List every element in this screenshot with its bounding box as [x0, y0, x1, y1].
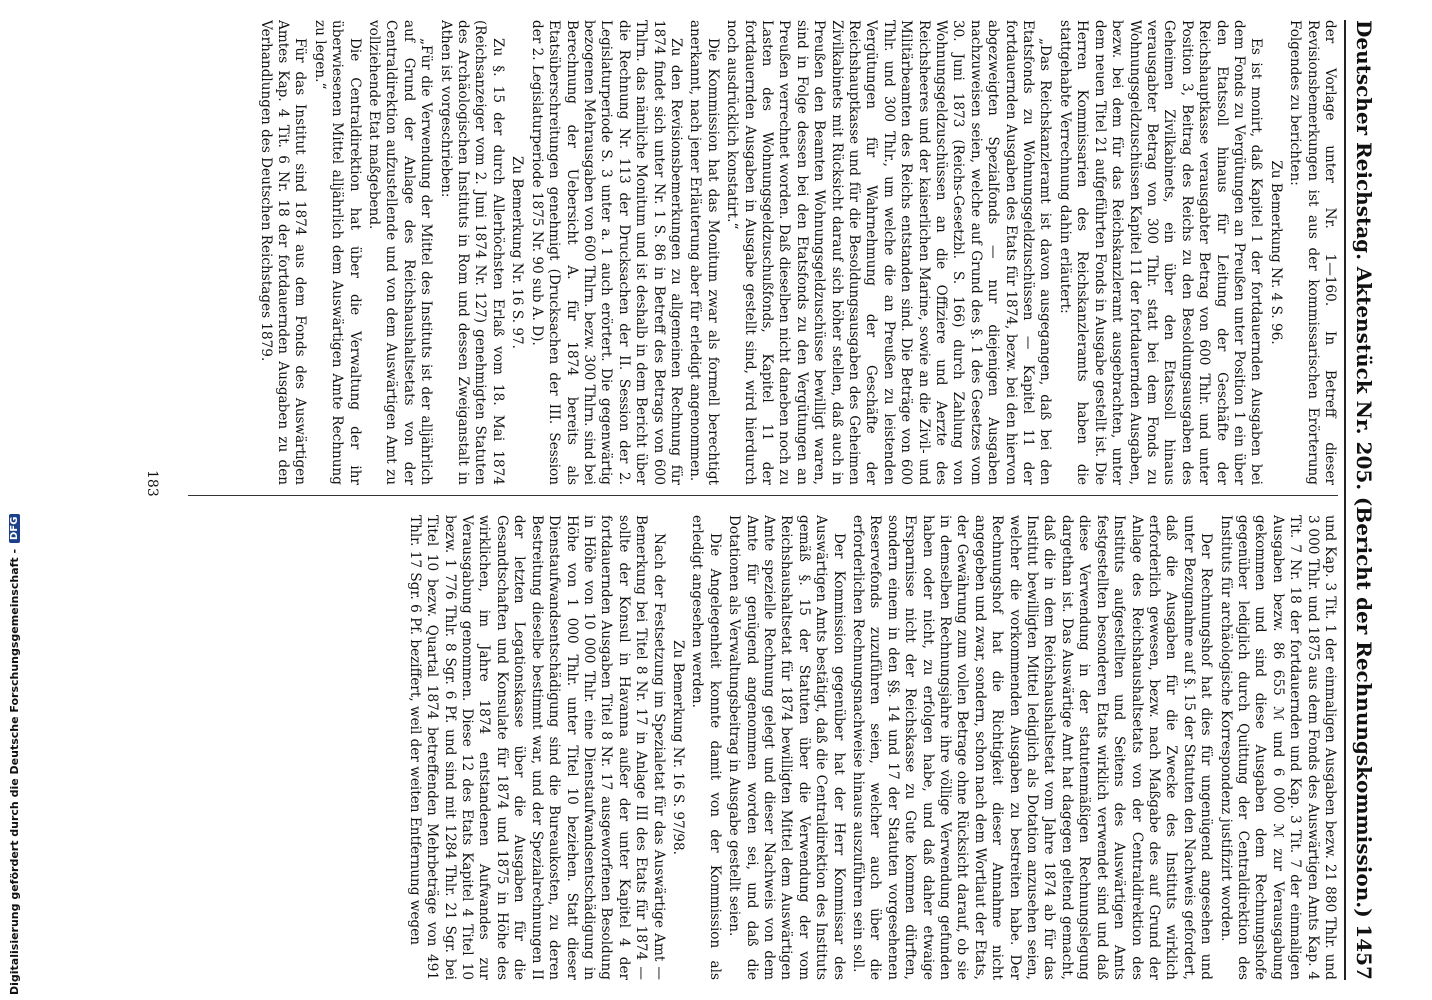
header-rule — [1344, 20, 1346, 980]
header-document-number: Aktenstück Nr. 205. — [1352, 266, 1376, 491]
right-column — [188, 515, 1338, 980]
paragraph: Zu den Revisionsbemerkungen zu allgemeinen Rechnung für 1874 findet sich unter Nr. 1 S. 86 in Betreff des Betrags von 600 Thlrn. das nämliche Monitum und ist deshalb in dem Bericht über die Rechnung Nr. 113 der Drucksachen der II. Session der 2. Legislaturperiode S. 3 unter a. 1 auch erörtert. Die gegenwärtig bezogenen Mehrausgaben von 600 Thlrn. bezw. 300 Thlrn. sind bei Berechnung der Uebersicht A. für 1874 bereits als Etatsüberschreitungen genehmigt (Drucksachen der III. Session der 2. Legislaturperiode 1875 Nr. 90 sub A. D). — [528, 20, 684, 485]
footer-page-code: 183 — [144, 470, 160, 497]
section-heading: Zu Bemerkung Nr. 16 S. 97. — [509, 155, 526, 349]
paragraph: Zu §. 15 der durch Allerhöchsten Erlaß vom 18. Mai 1874 (Reichsanzeiger vom 2. Juni 1874 Nr. 127) genehmigten Statuten des Archäologischen Instituts in Rom und dessen Zweiganstalt in Athen ist vorgeschrieben: — [437, 20, 506, 485]
header-section: (Bericht der Rechnungskommission.) — [1352, 496, 1376, 918]
digitization-note — [6, 0, 22, 995]
paragraph: Es ist monirt, daß Kapitel 1 der fortdauernden Ausgaben bei dem Fonds zu Vergütungen an Preußen unter Position 1 ein über den Etatssoll hinaus für Leitung der Geschäfte der Reichshauptkasse verausgabter Betrag von 600 Thlr. und unter Position 3, Beitrag des Reichs zu den Besoldungsausgaben des Geheimen Zivilkabinets, ein über den Etatssoll hinaus verausgabter Betrag von 300 Thlr. statt bei dem Fonds zu Wohnungsgeldzuschüssen Kapitel 11 der fortdauernden Ausgaben, bezw. bei dem für das Reichskanzleramt ausgebrachten, unter dem neuen Titel 21 aufgeführten Fonds in Ausgabe gestellt ist. Die Herren Kommissarien des Reichskanzleramts haben die stattgehabte Verrechnung dahin erläutert: — [1056, 20, 1265, 485]
digitization-text: Digitalisierung gefördert durch die Deutsche Forschungsgemeinschaft - — [7, 548, 21, 995]
section-heading: Zu Bemerkung Nr. 16 S. 97/98. — [669, 640, 686, 855]
paragraph: „Für die Verwendung der Mittel des Instituts ist der alljährlich auf Grund der Anlage des Reichshaushaltsetats von der Centraldirektion aufzustellende und von dem Auswärtigen Amt zu vollziehende Etat maßgebend. — [366, 20, 435, 485]
paragraph: der Vorlage unter Nr. 1—160. In Betreff dieser Revisionsbemerkungen ist aus der kommissarischen Erörterung Folgendes zu berichten: — [1287, 20, 1338, 485]
column-divider — [188, 495, 1338, 496]
paragraph: und Kap. 3 Tit. 1 der einmaligen Ausgaben bezw. 21 880 Thlr. und 3 000 Thlr. und 1875 aus dem Fonds des Auswärtigen Amts Kap. 4 Tit. 7 Nr. 18 der fortdauernden und Kap. 3 Tit. 7 der einmaligen Ausgaben bezw. 86 655 ℳ und 6 000 ℳ zur Verausgabung gekommen und sind diese Ausgaben dem Rechnungshofe gegenüber lediglich durch Quittung der Centraldirektion des Instituts für archäologische Korrespondenz justifizirt worden. — [1217, 515, 1338, 980]
paragraph: Die Centraldirektion hat über die Verwaltung der ihr überwiesenen Mittel alljährlich dem Auswärtigen Amte Rechnung zu legen.“ — [311, 20, 363, 485]
page-header — [1348, 20, 1380, 980]
paragraph: Für das Institut sind 1874 aus dem Fonds des Auswärtigen Amtes Kap. 4 Tit. 6 Nr. 18 der fortdauernden Ausgaben zu den Verhandlungen des Deutschen Reichstages 1879. — [257, 20, 309, 485]
paragraph: Die Angelegenheit konnte damit von der Kommission als erledigt angesehen werden. — [689, 515, 723, 980]
paragraph: Der Kommission gegenüber hat der Herr Kommissar des Auswärtigen Amts bestätigt, daß die Centraldirektion des Instituts gemäß §. 15 der Statuten über die Verwendung der vom Reichshaushaltsetat für 1874 bewilligten Mittel dem Auswärtigen Amte spezielle Rechnung gelegt und dieser Nachweis von dem Amte für genügend angenommen worden sei, und daß die Dotationen als Verwaltungsbeitrag in Ausgabe gestellt seien. — [726, 515, 847, 980]
paragraph: Der Rechnungshof hat dies für ungenügend angesehen und unter Bezugnahme auf §. 15 der Statuten den Nachweis gefordert, daß die Ausgaben für die Zwecke des Instituts wirklich erforderlich gewesen, bezw. nach Maßgabe des auf Grund der Anlage des Reichshaushaltsetats von der Centraldirektion des Instituts aufgestellten und Seitens des Auswärtigen Amts festgestellten besonderen Etats wirklich verwendet sind und daß diese Verwendung in der statutenmäßigen Rechnungslegung dargethan ist. Das Auswärtige Amt hat dagegen geltend gemacht, daß die in dem Reichshaushaltsetat vom Jahre 1874 ab für das Institut bewilligten Mittel lediglich als Dotation anzusehen seien, welcher die vorkommenden Ausgaben zu bestreiten habe. Der Rechnungshof hat die Richtigkeit dieser Annahme nicht angegeben und zwar, sondern, schon nach dem Wortlaut der Etats, der Gewährung zum vollen Betrage ohne Rücksicht darauf, ob sie in demselben Rechnungsjahre ihre völlige Verwendung gefunden haben oder nicht, zu erfolgen habe, und daß daher etwaige Ersparnisse nicht der Reichskasse zu Gute kommen dürften, sondern einem in den §§. 14 und 17 der Statuten vorgesehenen Reservefonds zuzuführen seien, welcher auch über die erforderlichen Rechnungsnachweise hinaus auszuführen sein soll. — [850, 515, 1215, 980]
section-heading: Zu Bemerkung Nr. 4 S. 96. — [1267, 160, 1284, 345]
header-page-number: 1457 — [1352, 924, 1376, 980]
header-title: Deutscher Reichstag. — [1352, 20, 1376, 261]
dfg-logo: DFG — [9, 514, 20, 543]
paragraph: Nach der Festsetzung im Spezialetat für das Auswärtige Amt — Bemerkung bei Titel 8 Nr. 17 in Anlage III des Etats für 1874 — sollte der Konsul in Havanna außer der unter Kapitel 4 der fortdauernden Ausgaben Titel 8 Nr. 17 ausgeworfenen Besoldung in Höhe von 10 000 Thlr. eine Dienstaufwandsentschädigung in Höhe von 1 000 Thlr. unter Titel 10 beziehen. Statt dieser Dienstaufwandsentschädigung sind die Bureaukosten, zu deren Bestreitung dieselbe bestimmt war, und der Spezialrechnungen II der letzten Legationskasse über die Ausgaben für die Gesandtschaften und Konsulate für 1874 und 1875 in Höhe des wirklichen, im Jahre 1874 entstandenen Aufwandes zur Verausgabung genommen. Diese 12 des Etats Kapitel 4 Titel 10 bezw. 1 776 Thlr. 8 Sgr. 6 Pf. und sind mit 1284 Thlr. 21 Sgr. bei Titel 10 bezw. Quartal 1874 betreffenden Mehrbeträge von 491 Thlr. 17 Sgr. 6 Pf. beziffert, weil der weiten Entfernung wegen — [406, 515, 667, 980]
paragraph: „Das Reichskanzleramt ist davon ausgegangen, daß bei den Etatsfonds zu Wohnungsgeldzuschüssen — Kapitel 11 der fortdauernden Ausgaben des Etats für 1874, bezw. bei den hiervon abgezweigten Spezialfonds — nur diejenigen Ausgaben nachzuweisen seien, welche auf Grund des §. 1 des Gesetzes vom 30. Juni 1873 (Reichs-Gesetzbl. S. 166) durch Zahlung von Wohnungsgeldzuschüssen an die Offiziere und Aerzte des Reichsheeres und der kaiserlichen Marine, sowie an die Zivil- und Militärbeamten des Reichs entstanden sind. Die Beträge von 600 Thlr. und 300 Thlr., um welche die an Preußen zu leistenden Vergütungen für Wahrnehmung der Geschäfte der Reichshauptkasse und für die Besoldungsausgaben des Geheimen Zivilkabinets mit Rücksicht darauf sich höher stellen, daß auch in Preußen den Beamten Wohnungsgeldzuschüsse bewilligt waren, sind in Folge dessen bei den Etatsfonds zu den Vergütungen an Preußen verrechnet worden. Daß dieselben nicht daneben noch zu Lasten des Wohnungsgeldzuschußfonds, Kapitel 11 der fortdauernden Ausgaben in Ausgabe gestellt sind, wird hierdurch noch ausdrücklich konstatirt.“ — [724, 20, 1054, 485]
paragraph: Die Kommission hat das Monitum zwar als formell berechtigt anerkannt, nach jener Erläuterung aber für erledigt angenommen. — [687, 20, 721, 485]
left-column — [188, 20, 1338, 485]
rotated-page-content — [110, 0, 1390, 1000]
